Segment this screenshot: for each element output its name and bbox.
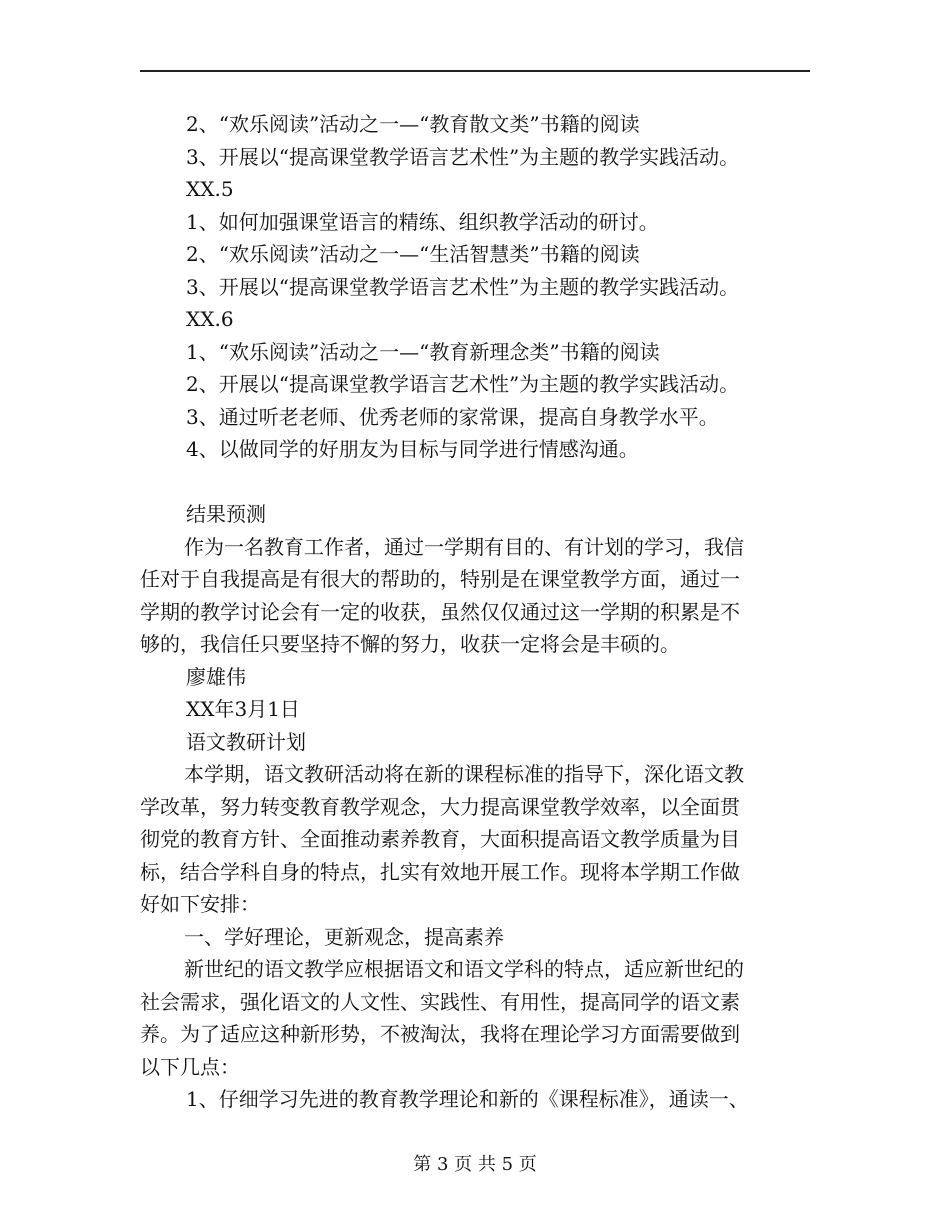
header-rule xyxy=(140,70,810,72)
text-line: 1、“欢乐阅读”活动之一—“教育新理念类”书籍的阅读 xyxy=(186,339,660,364)
text-line: 3、开展以“提高课堂教学语言艺术性”为主题的教学实践活动。 xyxy=(186,274,740,299)
document-title: 语文教研计划 xyxy=(186,729,306,754)
text-line: 新世纪的语文教学应根据语文和语文学科的特点，适应新世纪的 xyxy=(184,957,744,981)
text-line: XX.5 xyxy=(186,177,234,201)
author-name: 廖雄伟 xyxy=(186,664,246,689)
text-line: 标，结合学科自身的特点，扎实有效地开展工作。现将本学期工作做 xyxy=(140,859,740,884)
blank-line xyxy=(140,466,800,499)
text-line: 2、开展以“提高课堂教学语言艺术性”为主题的教学实践活动。 xyxy=(186,372,740,396)
text-line: 社会需求，强化语文的人文性、实践性、有用性，提高同学的语文素 xyxy=(140,989,740,1014)
section-heading: 一、学好理论，更新观念，提高素养 xyxy=(184,924,504,949)
text-line: 养。为了适应这种新形势，不被淘汰，我将在理论学习方面需要做到 xyxy=(140,1022,740,1046)
text-line: 2、“欢乐阅读”活动之一—“教育散文类”书籍的阅读 xyxy=(186,112,640,136)
text-line: 学改革，努力转变教育教学观念，大力提高课堂教学效率，以全面贯 xyxy=(140,794,740,819)
date-line: XX年3月1日 xyxy=(186,697,300,721)
text-line: 作为一名教育工作者，通过一学期有目的、有计划的学习，我信 xyxy=(184,534,744,559)
text-line: 3、通过听老老师、优秀老师的家常课，提高自身教学水平。 xyxy=(186,404,719,429)
text-line: 3、开展以“提高课堂教学语言艺术性”为主题的教学实践活动。 xyxy=(186,144,740,169)
text-line: 本学期，语文教研活动将在新的课程标准的指导下，深化语文教 xyxy=(184,762,744,786)
text-line: 任对于自我提高是有很大的帮助的，特别是在课堂教学方面，通过一 xyxy=(140,567,740,591)
text-line: 1、如何加强课堂语言的精练、组织教学活动的研讨。 xyxy=(186,209,659,234)
section-heading: 结果预测 xyxy=(186,502,266,526)
text-line: 好如下安排： xyxy=(140,892,260,916)
text-line: 2、“欢乐阅读”活动之一—“生活智慧类”书籍的阅读 xyxy=(186,242,640,266)
text-line: 够的，我信任只要坚持不懈的努力，收获一定将会是丰硕的。 xyxy=(140,632,680,656)
text-line: 学期的教学讨论会有一定的收获，虽然仅仅通过这一学期的积累是不 xyxy=(140,599,740,624)
text-line: 彻党的教育方针、全面推动素养教育，大面积提高语文教学质量为目 xyxy=(140,827,740,851)
text-line: 1、仔细学习先进的教育教学理论和新的《课程标准》，通读一、 xyxy=(186,1087,749,1111)
page-number-footer: 第 3 页 共 5 页 xyxy=(413,1154,537,1175)
text-line: 以下几点： xyxy=(140,1054,240,1079)
text-line: 4、以做同学的好朋友为目标与同学进行情感沟通。 xyxy=(186,437,639,461)
text-line: XX.6 xyxy=(186,307,234,331)
document-body xyxy=(140,108,800,1116)
